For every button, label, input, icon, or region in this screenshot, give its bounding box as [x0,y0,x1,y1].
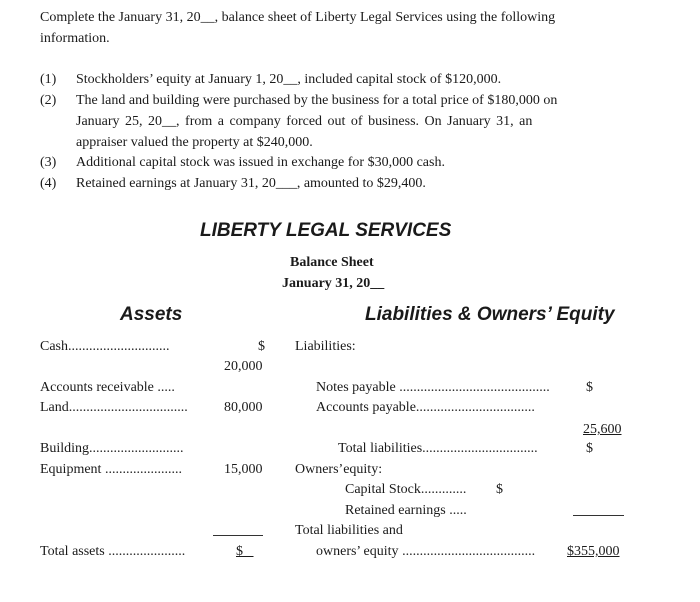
equipment-value: 15,000 [224,462,263,477]
capital-stock-row: Capital Stock............. [345,482,467,497]
capital-stock-label: Capital Stock [345,482,421,497]
item-4-text: Retained earnings at January 31, 20___, amounted to $29,400. [76,176,426,191]
assets-heading: Assets [120,304,183,325]
notes-payable-row: Notes payable ........................................... [316,380,550,395]
total-assets-row: Total assets ...................... [40,544,186,559]
total-liabilities-dollar: $ [586,441,593,456]
cash-row: Cash............................. [40,339,170,354]
company-name: LIBERTY LEGAL SERVICES [200,220,452,241]
cash-value: 20,000 [224,359,263,374]
sheet-title: Balance Sheet [290,255,374,270]
item-3-text: Additional capital stock was issued in exchange for $30,000 cash. [76,155,445,170]
capital-stock-dollar: $ [496,482,503,497]
cash-dollar: $ [258,339,265,354]
land-value: 80,000 [224,400,263,415]
item-4-number: (4) [40,176,57,191]
equity-subtotal-rule [573,515,624,516]
building-label: Building [40,441,90,456]
equipment-row: Equipment ...................... [40,462,182,477]
accounts-payable-row: Accounts payable.................................. [316,400,535,415]
liabilities-label: Liabilities: [295,339,356,354]
total-le-label-1: Total liabilities and [295,523,403,538]
land-label: Land [40,400,69,415]
retained-earnings-label: Retained earnings [345,503,446,518]
sheet-date: January 31, 20__ [282,276,385,291]
liabilities-equity-heading: Liabilities & Owners’ Equity [365,304,615,325]
total-le-row: owners’ equity ...................................... [316,544,536,559]
building-row: Building........................... [40,441,184,456]
total-assets-value: $ [236,544,243,559]
accounts-receivable-row: Accounts receivable ..... [40,380,175,395]
item-2-text-2: January 25, 20__, from a company forced out of business. On January 31, an [76,114,533,129]
notes-payable-label: Notes payable [316,380,396,395]
land-row: Land.................................. [40,400,188,415]
item-2-number: (2) [40,93,57,108]
accounts-receivable-label: Accounts receivable [40,380,154,395]
item-2-text-3: appraiser valued the property at $240,000. [76,135,313,150]
accounts-payable-value: 25,600 [583,422,622,437]
item-1-text: Stockholders’ equity at January 1, 20__, included capital stock of $120,000. [76,72,502,87]
item-1-number: (1) [40,72,57,87]
total-le-label-2: owners’ equity [316,544,399,559]
intro-line-1: Complete the January 31, 20__, balance sheet of Liberty Legal Services using the following [40,10,556,25]
intro-line-2: information. [40,31,110,46]
notes-payable-dollar: $ [586,380,593,395]
total-liabilities-label: Total liabilities [338,441,423,456]
accounts-payable-label: Accounts payable [316,400,416,415]
total-liabilities-row: Total liabilities................................. [338,441,538,456]
total-le-value: $355,000 [567,544,620,559]
equipment-label: Equipment [40,462,102,477]
item-2-text-1: The land and building were purchased by the business for a total price of $180,000 on [76,93,558,108]
item-3-number: (3) [40,155,57,170]
retained-earnings-row: Retained earnings ..... [345,503,467,518]
owners-equity-label: Owners’equity: [295,462,383,477]
cash-label: Cash [40,339,68,354]
assets-subtotal-rule [213,535,263,536]
total-assets-label: Total assets [40,544,105,559]
